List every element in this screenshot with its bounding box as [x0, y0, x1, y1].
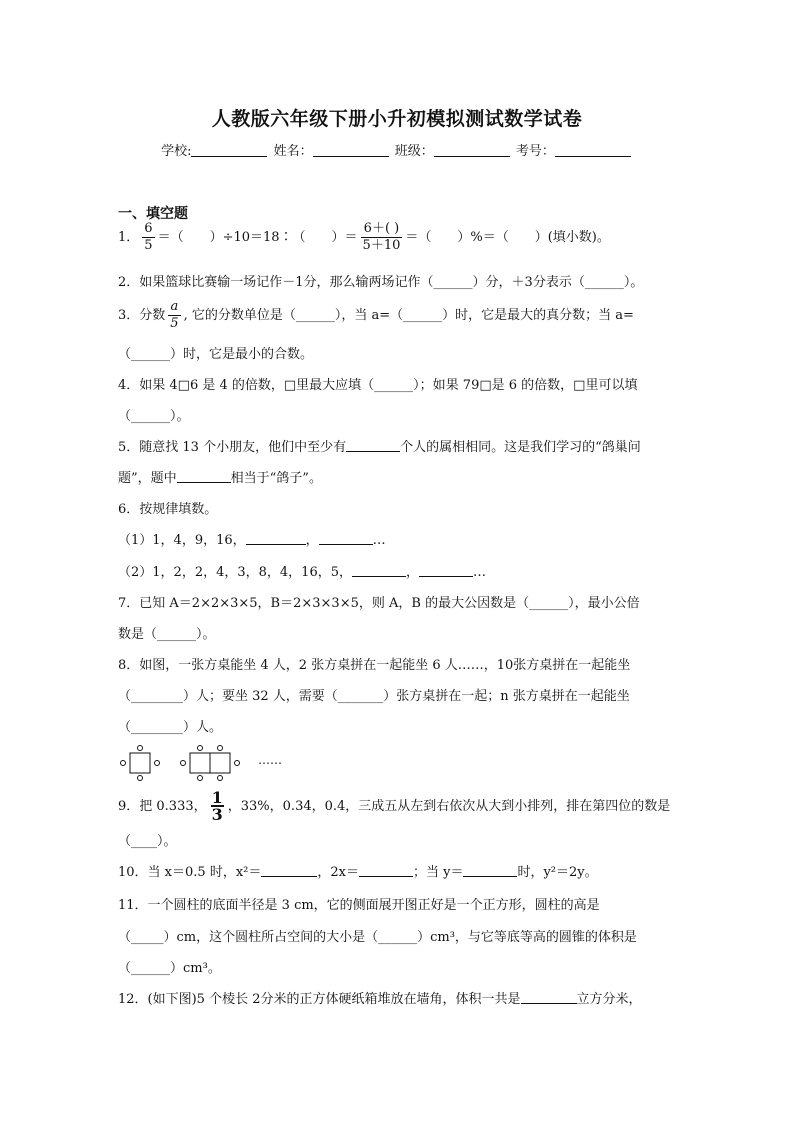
question-4-line-2: （______）。: [118, 409, 190, 424]
figure-ellipsis: ……: [258, 753, 282, 767]
school-label: 学校:: [161, 144, 192, 159]
question-5-line-2: 题”，题中 相当于“鸽子”。: [118, 471, 322, 486]
question-6-part-1: （1）1，4，9，16， ， …: [118, 533, 386, 548]
question-9-line-2: （____）。: [118, 834, 177, 849]
answer-blank[interactable]: [319, 533, 373, 545]
name-blank[interactable]: [313, 144, 389, 157]
question-8-line-2: （________）人；要坐 32 人，需要（_______）张方桌拼在一起；n 张方桌拼在一起能坐: [118, 689, 630, 704]
question-6: 6．按规律填数。: [118, 502, 218, 517]
question-3: 3．分数 $\frac{a}{5}$ , 它的分数单位是（______），当 a=（______）时，它是最大的真分数；当 a=: [118, 299, 634, 331]
answer-blank[interactable]: [177, 471, 231, 483]
seating-diagram-icon: [118, 745, 318, 781]
question-8: 8．如图，一张方桌能坐 4 人，2 张方桌拼在一起能坐 6 人……，10张方桌拼在一起能坐: [118, 658, 631, 673]
answer-blank[interactable]: [463, 865, 517, 877]
question-4: 4．如果 4□6 是 4 的倍数，□里最大应填（______）；如果 79□是 6 的倍数，□里可以填: [118, 378, 638, 393]
question-7: 7．已知 A＝2×2×3×5，B＝2×3×3×5，则 A，B 的最大公因数是（______），最小公倍: [118, 596, 640, 611]
table-seating-figure: [118, 745, 318, 781]
answer-blank[interactable]: [359, 865, 413, 877]
question-12: 12．(如下图)5 个棱长 2分米的正方体硬纸箱堆放在墙角，体积一共是 立方分米，: [118, 992, 642, 1007]
answer-blank[interactable]: [261, 865, 317, 877]
question-5: 5．随意找 13 个小朋友，他们中至少有 个人的属相相同。这是我们学习的“鸽巢问: [118, 440, 641, 455]
question-6-part-2: （2）1，2，2，4，3，8，4，16，5， ， …: [118, 565, 486, 580]
question-10: 10．当 x＝0.5 时，x²＝ ，2x＝ ；当 y＝ 时，y²＝2y。: [118, 865, 598, 880]
fraction-a-5: $\frac{a}{5}$: [170, 299, 179, 331]
question-11-line-3: （______）cm³。: [118, 961, 221, 976]
answer-blank[interactable]: [352, 565, 406, 577]
question-11: 11．一个圆柱的底面半径是 3 cm，它的侧面展开图正好是一个正方形，圆柱的高是: [118, 898, 600, 913]
question-11-line-2: （_____）cm，这个圆柱所占空间的大小是（______）cm³，与它等底等高的圆锥的体积是: [118, 930, 637, 945]
answer-blank[interactable]: [246, 533, 306, 545]
question-8-line-3: （________）人。: [118, 720, 223, 735]
fraction-1-3: $\frac{1}{3}$: [211, 788, 223, 824]
exam-number-blank[interactable]: [555, 144, 631, 157]
student-info-line: [0, 140, 794, 159]
answer-blank[interactable]: [521, 992, 577, 1004]
answer-blank[interactable]: [346, 440, 400, 452]
class-blank[interactable]: [434, 144, 510, 157]
question-3-line-2: （______）时，它是最小的合数。: [118, 347, 314, 362]
page-title: 人教版六年级下册小升初模拟测试数学试卷: [211, 108, 583, 130]
school-blank[interactable]: [191, 144, 267, 157]
question-2: 2．如果篮球比赛输一场记作－1分，那么输两场记作（______）分，＋3分表示（______）。: [118, 275, 644, 290]
section-heading: 一、填空题: [118, 206, 188, 222]
exam-number-label: 考号：: [515, 144, 555, 159]
class-label: 班级：: [394, 144, 434, 159]
fraction-6-5: $\frac{6}{5}$: [144, 221, 153, 253]
answer-blank[interactable]: [419, 565, 473, 577]
fraction-expression: $\frac{6+( )}{5+10}$: [362, 221, 401, 253]
question-7-line-2: 数是（______）。: [118, 627, 216, 642]
name-label: 姓名：: [273, 144, 313, 159]
question-9: 9．把 0.333， $\frac{1}{3}$ ，33%，0.34，0.4，三成五从左到右依次从大到小排列，排在第四位的数是: [118, 788, 671, 824]
question-1: 1． $\frac{6}{5}$ ＝（ ）÷10＝18∶（ ）＝ $\frac{6+( )}{5+10}$ ＝（ ）%＝（ ）(填小数)。: [118, 221, 610, 253]
